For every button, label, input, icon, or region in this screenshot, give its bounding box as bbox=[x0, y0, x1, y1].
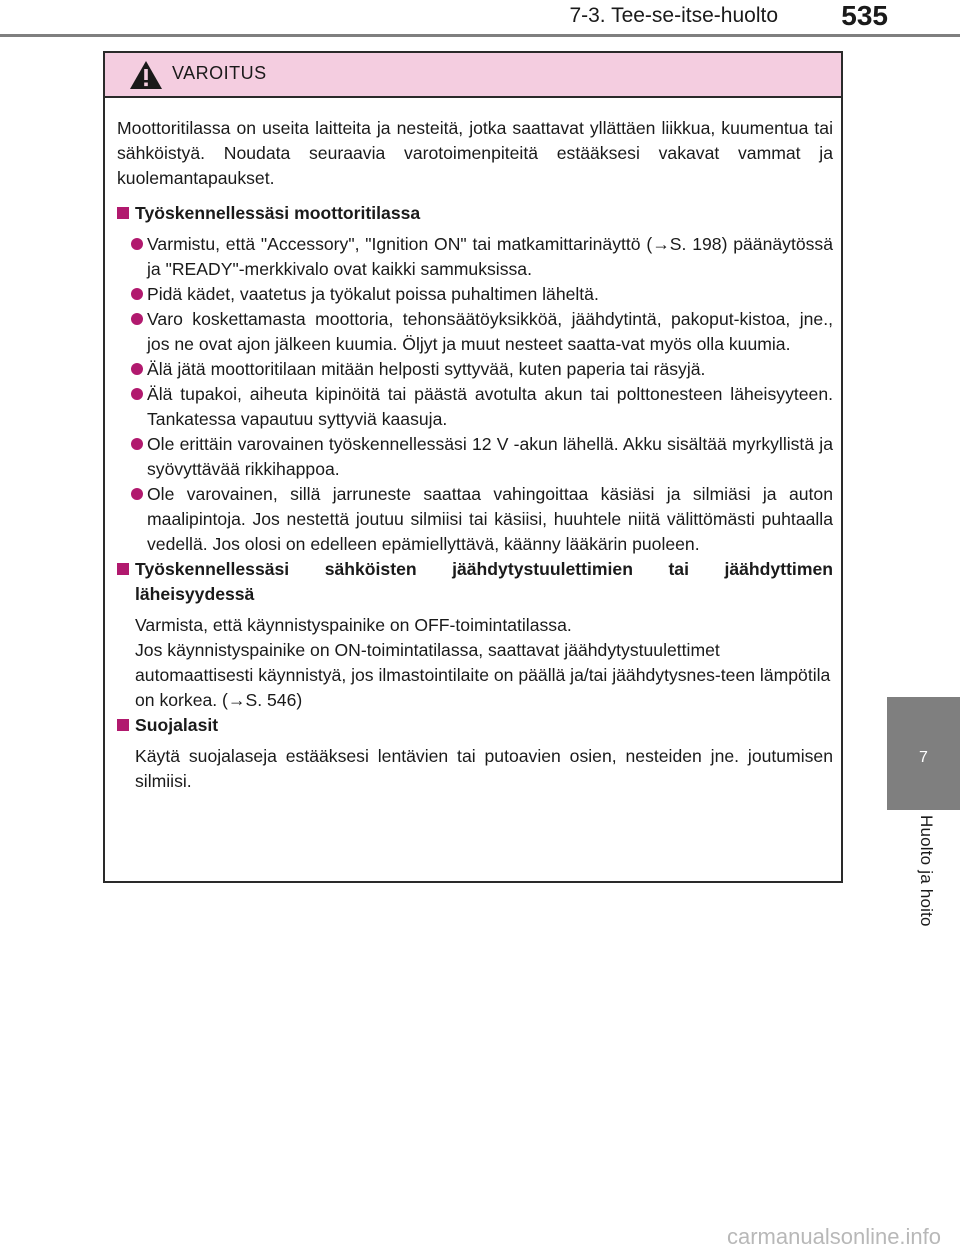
watermark: carmanualsonline.info bbox=[727, 1224, 942, 1249]
circle-bullet-icon bbox=[131, 238, 143, 250]
square-bullet-icon bbox=[117, 719, 129, 731]
warning-header bbox=[105, 53, 841, 98]
section-text: Jos käynnistyspainike on ON-toimintatilassa, saattavat jäähdytystuulettimet automaattisesti käynnistyä, jos ilmastointilaite on päällä ja/tai jäähdytysnes-teen lämpötila on korkea. (→S. 546) bbox=[135, 640, 831, 710]
warning-box bbox=[103, 51, 843, 883]
section-heading: Suojalasit bbox=[117, 713, 833, 738]
list-item: Älä tupakoi, aiheuta kipinöitä tai päästä avotulta akun tai polttonesteen läheisyyteen. Tankatessa vapautuu syttyviä kaasuja. bbox=[117, 382, 833, 432]
square-bullet-icon bbox=[117, 563, 129, 575]
warning-body bbox=[105, 98, 841, 794]
list-item: Varmistu, että "Accessory", "Ignition ON" tai matkamittarinäyttö (→S. 198) päänäytössä ja "READY"-merkkivalo ovat kaikki sammuksissa. bbox=[117, 232, 833, 282]
header-divider bbox=[0, 34, 960, 37]
square-bullet-icon bbox=[117, 207, 129, 219]
circle-bullet-icon bbox=[131, 488, 143, 500]
page-number: 535 bbox=[841, 0, 888, 31]
list-item: Ole varovainen, sillä jarruneste saattaa vahingoittaa käsiäsi ja silmiäsi ja auton maalipintoja. Jos nestettä joutuu silmiisi tai käsiisi, huuhtele niitä välittömästi puhtaalla vedellä. Jos olosi on edelleen epämiellyttävä, käänny lääkärin puoleen. bbox=[117, 482, 833, 557]
chapter-number: 7 bbox=[919, 749, 928, 766]
section-heading: Työskennellessäsi sähköisten jäähdytystuulettimien tai jäähdyttimen läheisyydessä bbox=[117, 557, 833, 607]
section-text: Käytä suojalaseja estääksesi lentävien tai putoavien osien, nesteiden jne. joutumisen silmiisi. bbox=[135, 746, 833, 791]
circle-bullet-icon bbox=[131, 363, 143, 375]
section-heading: Työskennellessäsi moottoritilassa bbox=[117, 201, 833, 226]
list-item: Älä jätä moottoritilaan mitään helposti syttyvää, kuten paperia tai räsyjä. bbox=[117, 357, 833, 382]
warning-title: VAROITUS bbox=[172, 63, 267, 83]
circle-bullet-icon bbox=[131, 388, 143, 400]
list-item: Varo koskettamasta moottoria, tehonsäätöyksikköä, jäähdytintä, pakoput-kistoa, jne., jos ne ovat ajon jälkeen kuumia. Öljyt ja muut nesteet saatta-vat myös olla kuumia. bbox=[117, 307, 833, 357]
chapter-tab bbox=[887, 697, 960, 810]
circle-bullet-icon bbox=[131, 288, 143, 300]
list-item: Pidä kädet, vaatetus ja työkalut poissa puhaltimen läheltä. bbox=[117, 282, 833, 307]
section-text: Varmista, että käynnistyspainike on OFF-toimintatilassa. bbox=[135, 615, 572, 635]
section-title: 7-3. Tee-se-itse-huolto bbox=[569, 4, 778, 27]
warning-intro: Moottoritilassa on useita laitteita ja nesteitä, jotka saattavat yllättäen liikkua, kuumentua tai sähköistyä. Noudata seuraavia varotoimenpiteitä estääksesi vakavat vammat ja kuolemantapaukset. bbox=[117, 118, 833, 188]
circle-bullet-icon bbox=[131, 438, 143, 450]
list-item: Ole erittäin varovainen työskennellessäsi 12 V -akun lähellä. Akku sisältää myrkyllistä ja syövyttävää rikkihappoa. bbox=[117, 432, 833, 482]
chapter-label: Huolto ja hoito bbox=[917, 815, 936, 927]
circle-bullet-icon bbox=[131, 313, 143, 325]
page-header bbox=[0, 0, 960, 40]
warning-triangle-icon bbox=[129, 60, 163, 90]
